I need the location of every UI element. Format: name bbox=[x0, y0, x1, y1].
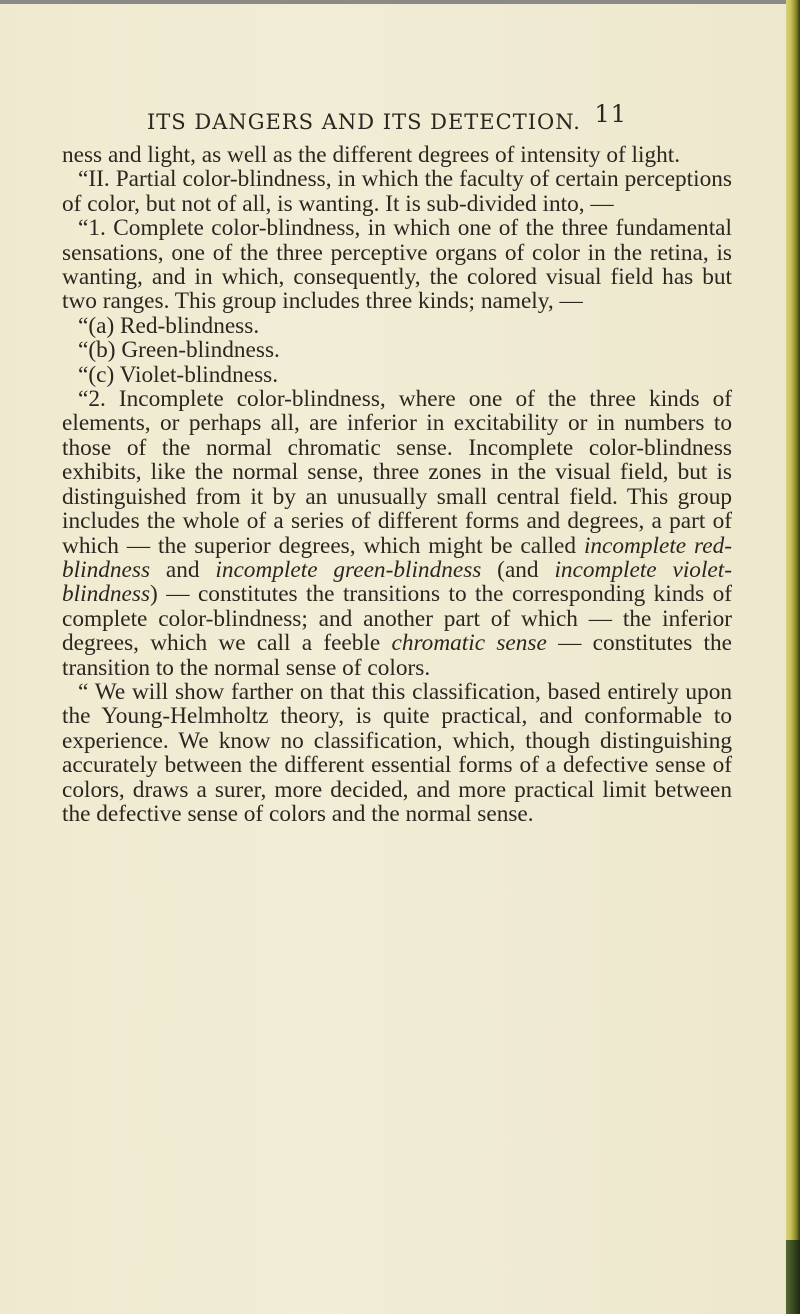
text-run: and bbox=[150, 556, 216, 583]
text-run: ) — constitutes the transitions to the corresponding kinds of complete color-blindness; and another part of which — the inferior degrees, which we call a feeble bbox=[62, 581, 732, 657]
paragraph-partial-color-blindness: “II. Partial color-blindness, in which the faculty of certain perceptions of color, but not of all, is wanting. It is sub-divided into, — bbox=[62, 166, 732, 217]
italic-term: chromatic sense bbox=[391, 630, 547, 657]
running-title: ITS DANGERS AND ITS DETECTION. bbox=[147, 110, 581, 134]
italic-term: incomplete violet-blindness bbox=[62, 556, 732, 608]
text-run: (and bbox=[481, 556, 555, 583]
page-number: 11 bbox=[594, 100, 627, 128]
page-header bbox=[147, 100, 627, 140]
list-item-violet-blindness: “(c) Violet-blindness. bbox=[78, 361, 279, 388]
text-run: — constitutes the transition to the normal sense of colors. bbox=[62, 630, 732, 681]
list-item-red-blindness: “(a) Red-blindness. bbox=[78, 312, 260, 339]
top-edge bbox=[0, 0, 786, 4]
paragraph-complete-color-blindness: “1. Complete color-blindness, in which one of the three fundamental sensations, one of the three perceptive organs of color in the retina, is wanting, and in which, consequently, the colored visual field has but two ranges. This group includes three kinds; namely, — bbox=[62, 215, 732, 315]
book-spine-shadow bbox=[786, 1240, 800, 1314]
paragraph-incomplete-color-blindness bbox=[62, 387, 732, 680]
italic-term: incomplete green-blindness bbox=[215, 556, 482, 583]
body-text bbox=[62, 143, 732, 826]
text-run: “2. Incomplete color-blindness, where one of the three kinds of elements, or perhaps all, are inferior in excitability or in numbers to those of the normal chromatic sense. Incomplete color-blindness exhibits, like the normal sense, three zones in the visual field, but is distinguished from it by an unusually small central field. This group includes the whole of a series of different forms and degrees, a part of which — the superior degrees, which might be called bbox=[62, 386, 732, 559]
paragraph-continuation: ness and light, as well as the different degrees of intensity of light. bbox=[62, 142, 681, 168]
list-item-green-blindness: “(b) Green-blindness. bbox=[78, 337, 280, 364]
italic-term: incomplete red-blindness bbox=[62, 532, 732, 583]
paragraph-classification: “ We will show farther on that this classification, based entirely upon the Young-Helmholtz theory, is quite practical, and conformable to experience. We know no classification, which, though distinguishing accurately between the different essential forms of a defective sense of colors, draws a surer, more decided, and more practical limit between the defective sense of colors and the normal sense. bbox=[62, 678, 732, 827]
book-spine-edge bbox=[786, 0, 800, 1314]
